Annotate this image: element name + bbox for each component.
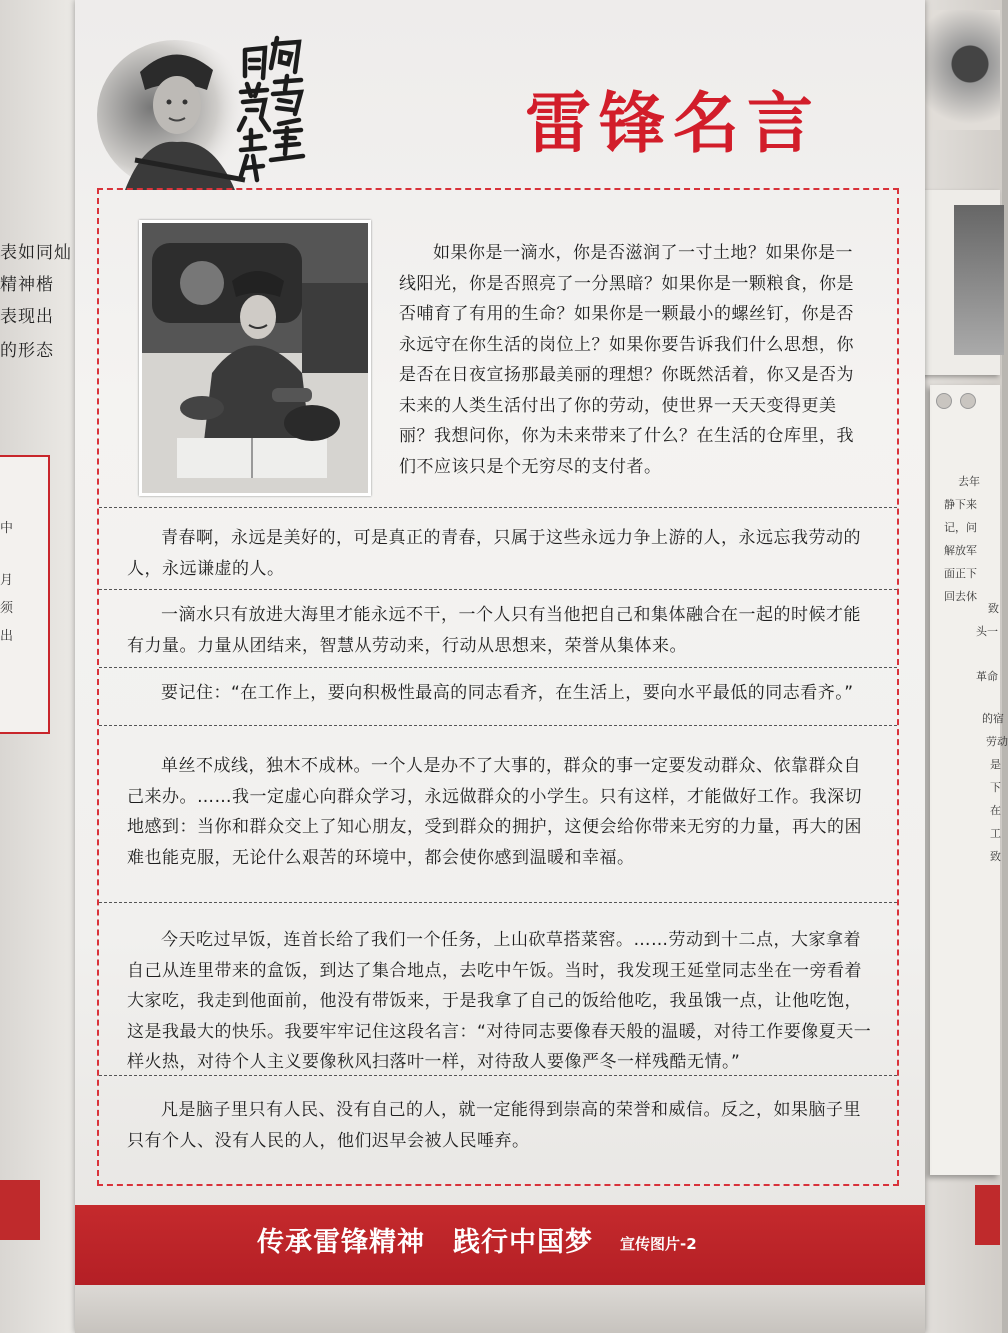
right-text-fragment: 记，问 (944, 521, 977, 534)
right-text-fragment: 工 (990, 827, 1001, 840)
binder-hole-icon (960, 393, 976, 409)
right-text-fragment: 回去休 (944, 590, 977, 603)
footer-slogan: 传承雷锋精神 践行中国梦 (257, 1227, 593, 1258)
right-text-card (930, 385, 1008, 1175)
right-text-fragment: 是 (990, 758, 1001, 771)
right-text-fragment: 致 (988, 602, 999, 615)
dashed-divider (99, 589, 897, 590)
left-box-fragment: 须 (0, 601, 14, 616)
right-text-fragment: 下 (990, 781, 1001, 794)
footer-banner (75, 1205, 925, 1285)
poster-title: 雷锋名言 (525, 84, 821, 162)
dashed-divider (99, 667, 897, 668)
right-text-fragment: 面正下 (944, 567, 977, 580)
left-text-fragment: 表如同灿 (0, 243, 72, 263)
right-red-band (975, 1185, 1000, 1245)
quote-paragraph: 单丝不成线，独木不成林。一个人是办不了大事的，群众的事一定要发动群众、依靠群众自己来办。……我一定虚心向群众学习，永远做群众的小学生。只有这样，才能做好工作。我深切地感到：当你和群众交上了知心朋友，受到群众的拥护，这便会给你带来无穷的力量，再大的困难也能克服，无论什么艰苦的环境中，都会使你感到温暖和幸福。 (127, 756, 862, 868)
left-box-fragment: 月 (0, 573, 14, 588)
lei-feng-reading-photo (139, 220, 371, 496)
dashed-divider (99, 1075, 897, 1076)
poster-bottom-edge (75, 1285, 925, 1333)
left-neighbor-poster (0, 0, 80, 1333)
left-text-fragment: 表现出 (0, 307, 54, 327)
right-text-fragment: 在 (990, 804, 1001, 817)
right-portrait-photo (925, 10, 1000, 130)
right-text-fragment: 致 (990, 850, 1001, 863)
footer-caption: 宣传图片-2 (620, 1235, 697, 1253)
dashed-divider (99, 507, 897, 508)
right-text-fragment: 革命 (976, 670, 998, 683)
quote-paragraph: 如果你是一滴水，你是否滋润了一寸土地？如果你是一线阳光，你是否照亮了一分黑暗？如果你是一颗粮食，你是否哺育了有用的生命？如果你是一颗最小的螺丝钉，你是否永远守在你生活的岗位上？如果你要告诉我们什么思想，你是否在日夜宣扬那最美丽的理想？你既然活着，你又是否为未来的人类生活付出了你的劳动，使世界一天天变得更美丽？我想问你，你为未来带来了什么？在生活的仓库里，我们不应该只是个无穷尽的支付者。 (399, 243, 854, 477)
right-text-fragment: 解放军 (944, 544, 977, 557)
right-text-fragment: 劳动 (986, 735, 1008, 748)
right-photo-card (922, 190, 1000, 375)
quotes-frame (97, 188, 899, 1186)
left-red-frame (0, 455, 50, 734)
main-poster (75, 0, 925, 1333)
quote-paragraph: 要记住：“在工作上，要向积极性最高的同志看齐，在生活上，要向水平最低的同志看齐。” (161, 683, 854, 703)
left-text-fragment: 精神楷 (0, 275, 54, 295)
right-text-fragment: 头一 (976, 625, 998, 638)
right-text-fragment: 的宿 (982, 712, 1004, 725)
quote-paragraph: 今天吃过早饭，连首长给了我们一个任务，上山砍草搭菜窖。……劳动到十二点，大家拿着自己从连里带来的盒饭，到达了集合地点，去吃中午饭。当时，我发现王延堂同志坐在一旁看着大家吃，我走到他面前，他没有带饭来，于是我拿了自己的饭给他吃，我虽饿一点，让他吃饱，这是我最大的快乐。我要牢牢记住这段名言：“对待同志要像春天般的温暖，对待工作要像夏天一样火热，对待个人主义要像秋风扫落叶一样，对待敌人要像严冬一样残酷无情。” (127, 930, 872, 1072)
dashed-divider (99, 725, 897, 726)
right-text-fragment: 去年 (958, 475, 980, 488)
left-text-fragment: 的形态 (0, 341, 54, 361)
left-box-fragment: 出 (0, 629, 14, 644)
binder-hole-icon (936, 393, 952, 409)
left-red-band (0, 1180, 40, 1240)
dashed-divider (99, 902, 897, 903)
quote-paragraph: 青春啊，永远是美好的，可是真正的青春，只属于这些永远力争上游的人，永远忘我劳动的人，永远谦虚的人。 (127, 528, 861, 579)
right-card-photo (954, 205, 1004, 355)
quote-paragraph: 凡是脑子里只有人民、没有自己的人，就一定能得到崇高的荣誉和威信。反之，如果脑子里只有个人、没有人民的人，他们迟早会被人民唾弃。 (127, 1100, 861, 1151)
lei-feng-portrait-calligraphy (95, 20, 335, 190)
left-box-fragment: 中 (0, 521, 14, 536)
quote-paragraph: 一滴水只有放进大海里才能永远不干，一个人只有当他把自己和集体融合在一起的时候才能有力量。力量从团结来，智慧从劳动来，行动从思想来，荣誉从集体来。 (127, 605, 861, 656)
right-text-fragment: 静下来 (944, 498, 977, 511)
